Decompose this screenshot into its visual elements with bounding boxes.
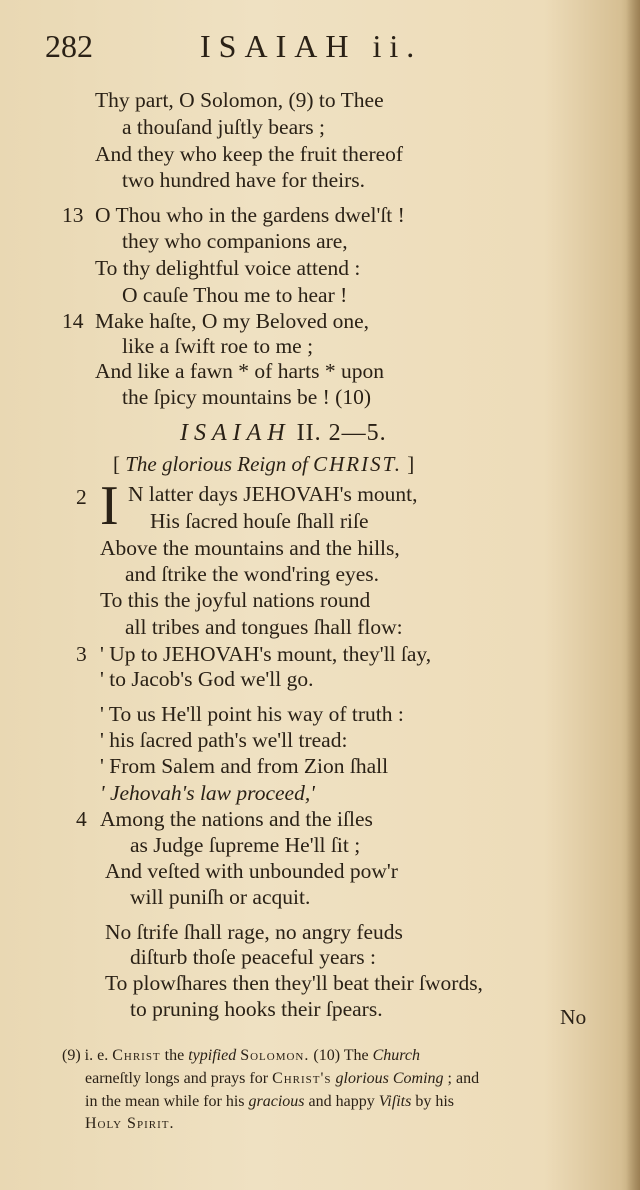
song-line: like a ſwift roe to me ; [122, 334, 314, 358]
footnote-name: Christ [112, 1047, 161, 1064]
isaiah-line: Above the mountains and the hills, [100, 536, 400, 560]
isaiah-line: His ſacred houſe ſhall riſe [150, 509, 369, 533]
isaiah-line: Among the nations and the iſles [100, 807, 373, 831]
isaiah-line: ' From Salem and from Zion ſhall [100, 754, 389, 778]
footnote-line [85, 1094, 454, 1110]
footnote-text: the [164, 1047, 185, 1064]
footnote-text: in the mean while for his [85, 1093, 245, 1110]
footnote-italic: Church [372, 1047, 421, 1064]
song-line: O Thou who in the gardens dwel'ſt ! [95, 203, 405, 227]
isaiah-line: N latter days JEHOVAH's mount, [128, 482, 418, 506]
verse-number: 4 [76, 807, 87, 831]
footnote-line: Holy Spirit. [85, 1115, 175, 1132]
footnote-line [62, 1048, 420, 1064]
song-line: To thy delightful voice attend : [95, 256, 361, 280]
verse-number: 14 [62, 309, 84, 333]
footnote-name: Solomon. [240, 1047, 310, 1064]
drop-cap: I [100, 475, 119, 537]
footnote-text: (9) i. e. [62, 1047, 109, 1064]
song-line: a thouſand juſtly bears ; [122, 115, 326, 139]
song-line: And they who keep the fruit thereof [95, 142, 404, 166]
section-title [180, 420, 387, 447]
isaiah-line: and ſtrike the wond'ring eyes. [125, 562, 380, 586]
isaiah-line: And veſted with unbounded pow'r [105, 859, 398, 883]
isaiah-line: to pruning hooks their ſpears. [130, 997, 383, 1021]
verse-number: 3 [76, 642, 87, 666]
isaiah-line: will puniſh or acquit. [130, 885, 311, 909]
song-line: two hundred have for theirs. [122, 168, 365, 192]
isaiah-line: all tribes and tongues ſhall flow: [125, 615, 403, 639]
subtitle-text: The glorious Reign of [125, 452, 308, 476]
subtitle-name: CHRIST. [313, 452, 402, 476]
song-line: O cauſe Thou me to hear ! [122, 283, 348, 307]
footnote-text: (10) The [313, 1047, 369, 1064]
page-header [45, 28, 605, 78]
section-title-reference: II. 2—5. [296, 420, 387, 446]
isaiah-line: ' Jehovah's law proceed,' [100, 781, 315, 805]
footnote-italic: Viſits [378, 1093, 412, 1110]
isaiah-line: To this the joyful nations round [100, 588, 371, 612]
footnote-text: by his [415, 1093, 454, 1110]
verse-number: 2 [76, 485, 87, 509]
verse-number: 13 [62, 203, 84, 227]
isaiah-line: No ſtrife ſhall rage, no angry feuds [105, 920, 403, 944]
isaiah-line: diſturb thoſe peaceful years : [130, 945, 376, 969]
isaiah-line: To plowſhares then they'll beat their ſwords, [105, 971, 483, 995]
footnote-line [85, 1071, 479, 1087]
section-subtitle [113, 452, 414, 477]
footnote-italic: typified [188, 1047, 237, 1064]
catchword: No [560, 1005, 587, 1029]
page-number: 282 [45, 28, 93, 64]
footnote-text: earneſtly longs and prays for [85, 1070, 269, 1087]
section-title-book: ISAIAH [180, 420, 291, 446]
song-line: And like a fawn * of harts * upon [95, 359, 384, 383]
running-title: ISAIAH ii. [200, 28, 423, 64]
song-line: they who companions are, [122, 229, 348, 253]
footnote-italic: glorious Coming [335, 1070, 444, 1087]
footnote-name: Christ's [272, 1070, 332, 1087]
footnote-text: ; and [447, 1070, 480, 1087]
isaiah-line: ' his ſacred path's we'll tread: [100, 728, 348, 752]
song-line: Thy part, O Solomon, (9) to Thee [95, 88, 384, 112]
footnote-italic: gracious [248, 1093, 305, 1110]
song-line: the ſpicy mountains be ! (10) [122, 385, 371, 409]
subtitle-close-bracket: ] [407, 452, 415, 476]
isaiah-line: ' to Jacob's God we'll go. [100, 667, 314, 691]
isaiah-line: ' To us He'll point his way of truth : [100, 702, 404, 726]
isaiah-line: ' Up to JEHOVAH's mount, they'll ſay, [100, 642, 432, 666]
isaiah-line: as Judge ſupreme He'll ſit ; [130, 833, 361, 857]
footnote-text: and happy [308, 1093, 375, 1110]
song-line: Make haſte, O my Beloved one, [95, 309, 370, 333]
page-edge-shadow [626, 0, 640, 1190]
subtitle-open-bracket: [ [113, 452, 120, 476]
